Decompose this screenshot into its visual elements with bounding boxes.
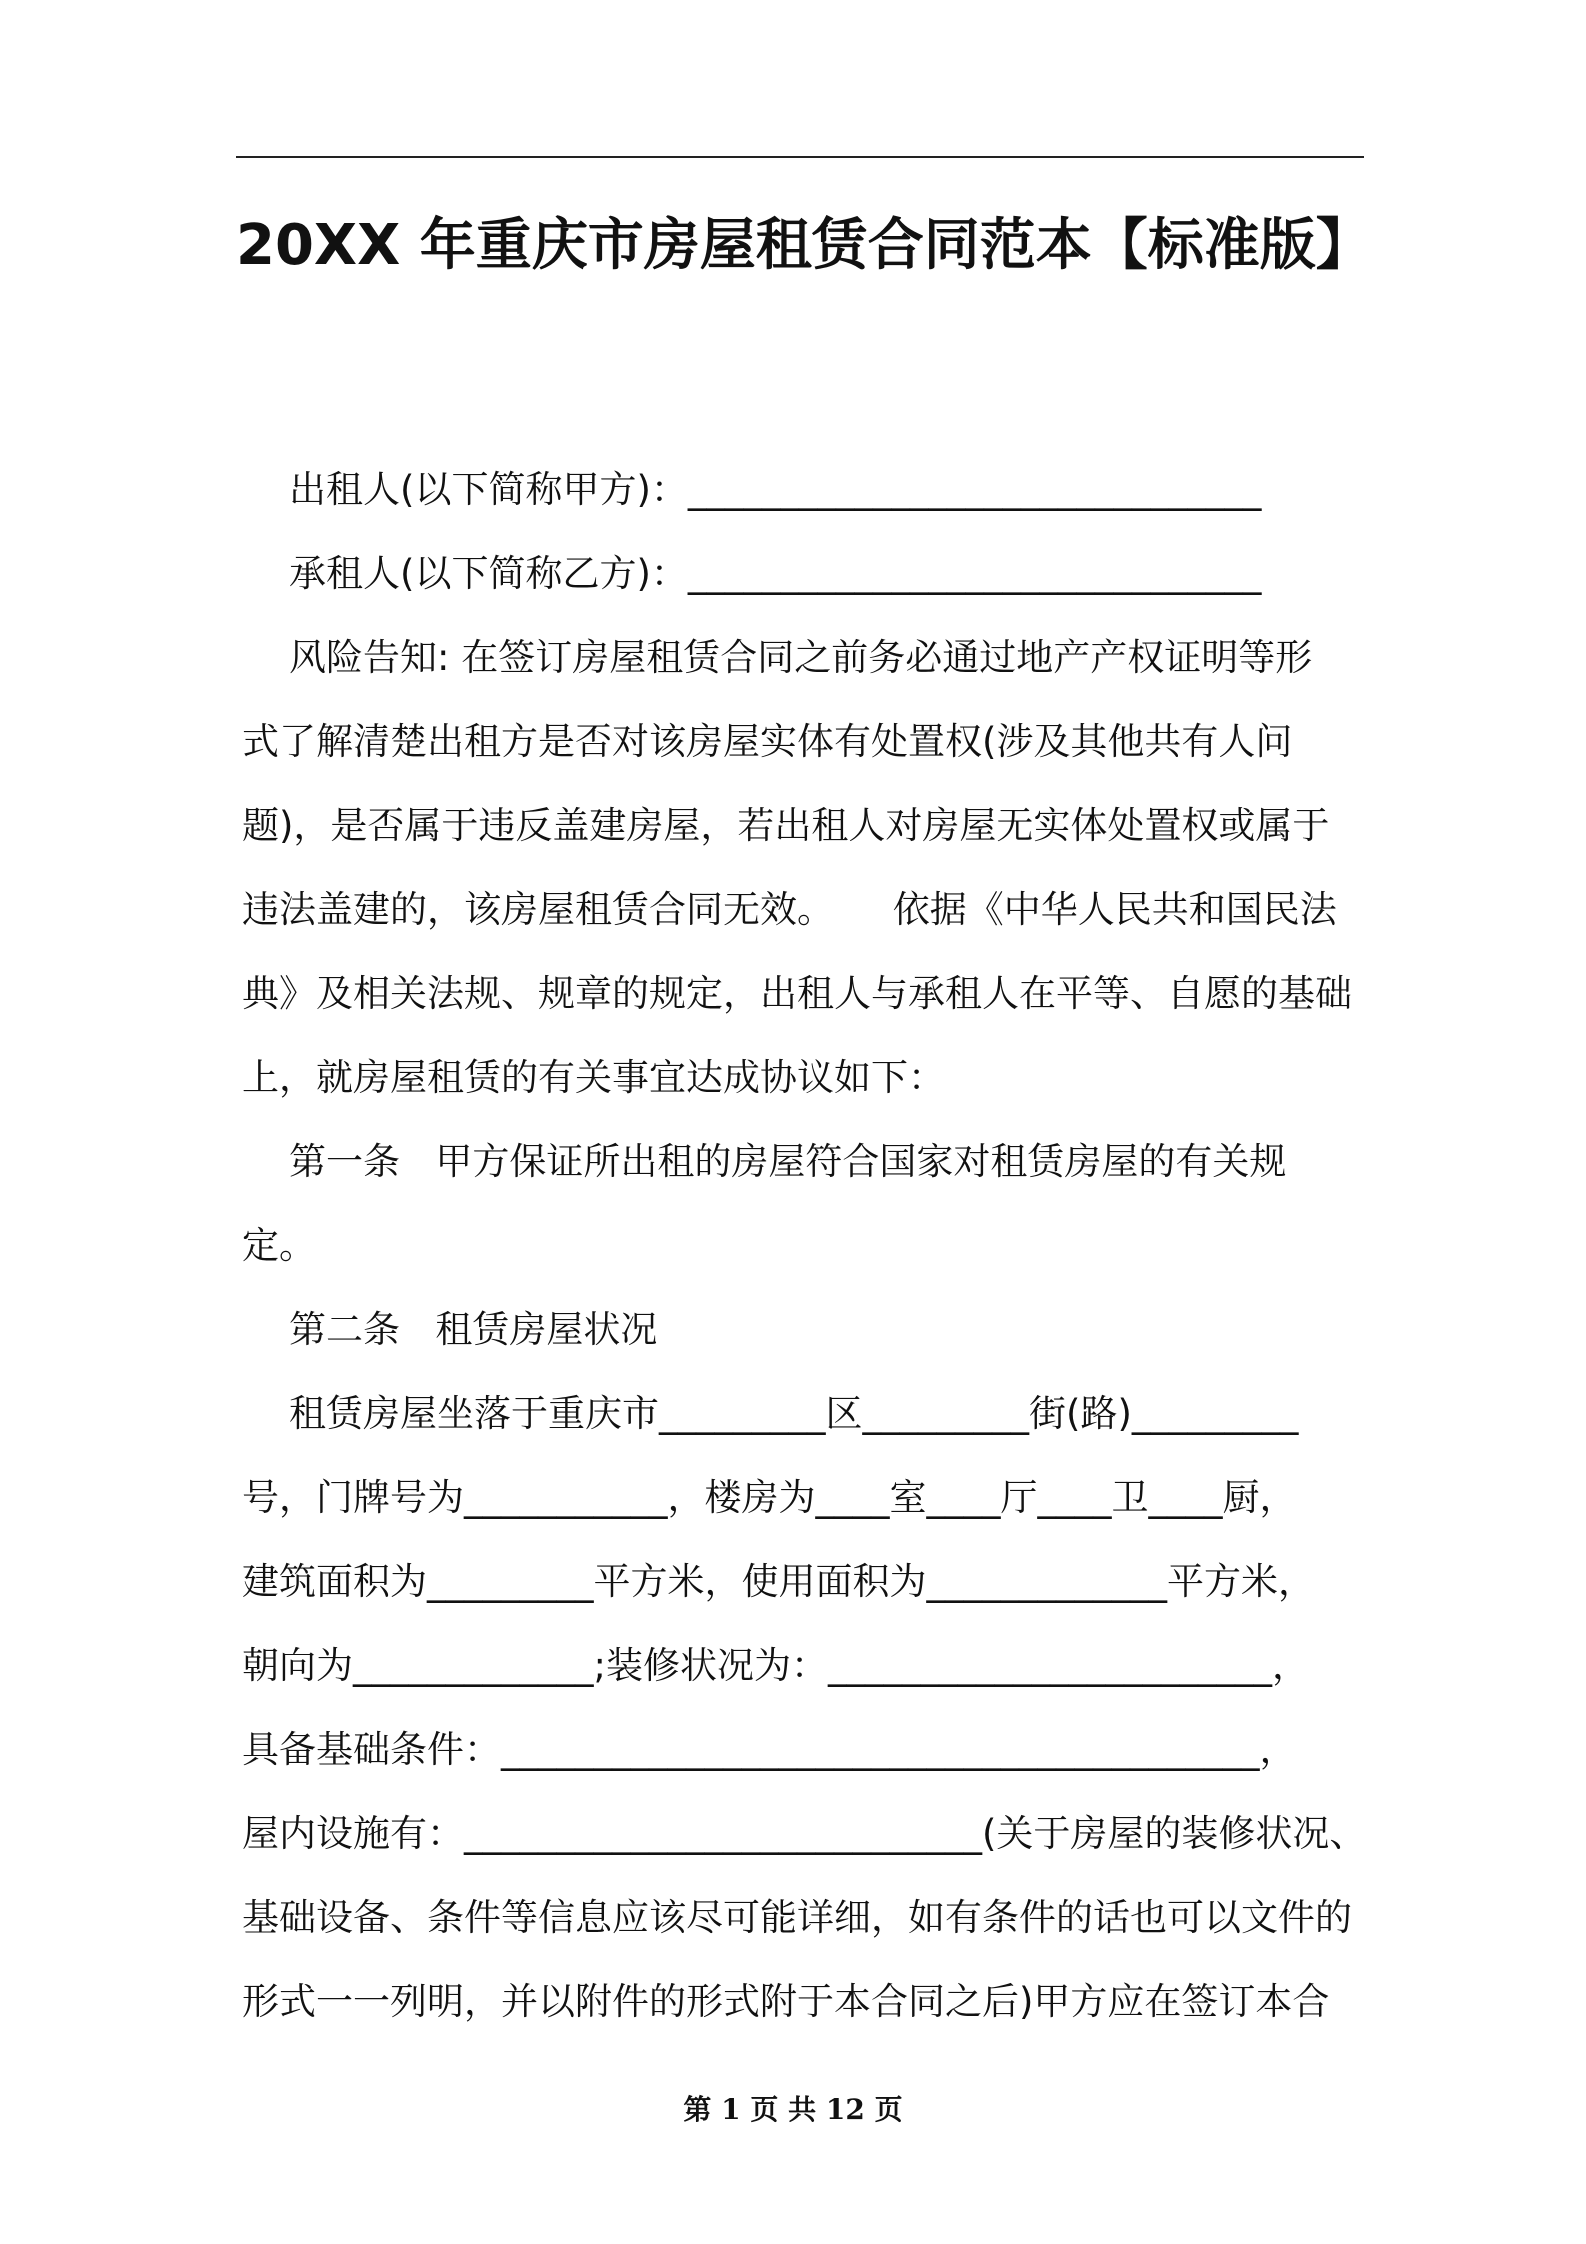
text-line: 第二条 租赁房屋状况	[242, 1308, 658, 1351]
document-title: 20XX 年重庆市房屋租赁合同范本【标准版】	[236, 213, 1372, 278]
page-indicator: 第 1 页 共 12 页	[683, 2093, 903, 2126]
text-line: 式了解清楚出租方是否对该房屋实体有处置权(涉及其他共有人问	[242, 720, 1293, 763]
text-line: 朝向为_____________;装修状况为：________________________，	[242, 1644, 1309, 1687]
header-rule	[236, 156, 1364, 158]
text-line: 风险告知: 在签订房屋租赁合同之前务必通过地产产权证明等形	[242, 636, 1313, 679]
text-line: 具备基础条件：_________________________________________，	[242, 1728, 1297, 1771]
text-line: 屋内设施有：____________________________(关于房屋的装修状况、	[242, 1812, 1367, 1855]
text-line: 典》及相关法规、规章的规定，出租人与承租人在平等、自愿的基础	[242, 972, 1352, 1015]
text-line: 第一条 甲方保证所出租的房屋符合国家对租赁房屋的有关规	[242, 1140, 1287, 1183]
text-line: 号，门牌号为___________，楼房为____室____厅____卫____厨，	[242, 1476, 1297, 1519]
text-line: 题)，是否属于违反盖建房屋，若出租人对房屋无实体处置权或属于	[242, 804, 1330, 847]
text-line: 出租人(以下简称甲方)：_______________________________	[242, 468, 1262, 511]
text-line: 基础设备、条件等信息应该尽可能详细，如有条件的话也可以文件的	[242, 1896, 1352, 1939]
text-line: 违法盖建的，该房屋租赁合同无效。 依据《中华人民共和国民法	[242, 888, 1337, 931]
text-line: 上，就房屋租赁的有关事宜达成协议如下：	[242, 1056, 945, 1099]
text-line: 形式一一列明，并以附件的形式附于本合同之后)甲方应在签订本合	[242, 1980, 1330, 2023]
text-line: 承租人(以下简称乙方)：_______________________________	[242, 552, 1262, 595]
text-line: 定。	[242, 1224, 316, 1267]
text-line: 建筑面积为_________平方米，使用面积为_____________平方米，	[242, 1560, 1315, 1603]
document-body	[242, 448, 1367, 2044]
text-line: 租赁房屋坐落于重庆市_________区_________街(路)_________	[242, 1392, 1299, 1435]
